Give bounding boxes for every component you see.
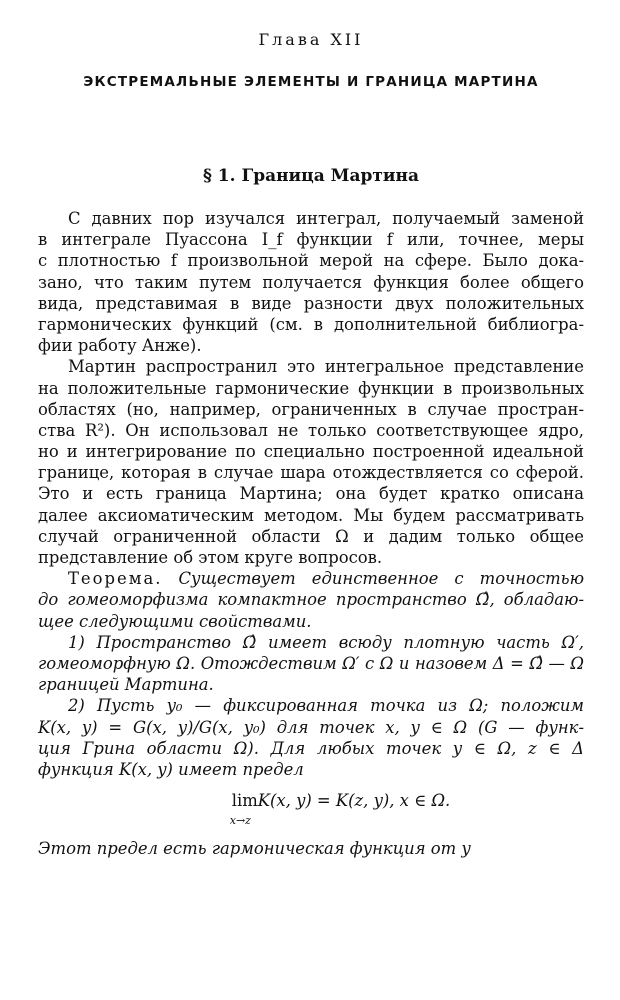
body-text [38,208,584,859]
section-title: § 1. Граница Мартина [203,166,419,186]
text-line: Это и есть граница Мартина; она будет кратко описана [38,484,584,504]
text-line: Мартин распространил это интегральное представление [68,357,584,377]
lim-operator [229,790,258,828]
theorem-text: щее следующими свойствами. [38,611,312,631]
formula-expression: K(x, y) = K(z, y), x ∈ Ω. [257,791,451,811]
item-2-line: ция Грина области Ω). Для любых точек y ∈ Ω, z ∈ Δ [38,738,584,758]
text-line: на положительные гармонические функции в произвольных [38,378,584,398]
text-line: областях (но, например, ограниченных в случае простран- [38,399,584,419]
text-line: в интеграле Пуассона I_f функции f или, точнее, меры [38,230,584,250]
item-1-line: гомеоморфную Ω. Отождествим Ω′ с Ω и назовем Δ = Ω̂ — Ω [38,653,584,673]
text-line: фии работу Анже). [38,336,202,356]
theorem-line [38,568,584,589]
text-line: зано, что таким путем получается функция более общего [38,272,584,292]
chapter-heading: Глава XII [258,30,364,49]
text-line: ства R²). Он использовал не только соответствующее ядро, [38,420,584,440]
text-line: представление об этом круге вопросов. [38,548,383,567]
theorem-text: Существует единственное с точностью [178,569,584,589]
final-line: Этот предел есть гармоническая функция от y [38,839,471,859]
text-line: далее аксиоматическим методом. Мы будем рассматривать [38,505,584,525]
text-line: границе, которая в случае шара отождествляется со сферой. [38,463,584,483]
limit-formula [98,790,584,828]
text-line: С давних пор изучался интеграл, получаемый заменой [68,209,584,228]
item-1-line: границей Мартина. [38,675,214,695]
chapter-title: ЭКСТРЕМАЛЬНЫЕ ЭЛЕМЕНТЫ И ГРАНИЦА МАРТИНА [83,74,539,90]
item-1-line: 1) Пространство Ω̂ имеет всюду плотную часть Ω′, [68,632,584,652]
text-line: с плотностью f произвольной мерой на сфере. Было дока- [38,251,584,271]
theorem-text: до гомеоморфизма компактное пространство Ω̂, обладаю- [38,590,584,610]
lim-subscript: x→z [229,814,251,828]
text-line: но и интегрирование по специально построенной идеальной [38,442,584,462]
theorem-label: Теорема. [68,569,163,589]
text-line: гармонических функций (см. в дополнительной библиогра- [38,314,584,334]
text-line: вида, представимая в виде разности двух положительных [38,293,584,313]
page [38,30,584,859]
item-2-line: 2) Пусть y₀ — фиксированная точка из Ω; положим [68,696,584,716]
item-2-line: K(x, y) = G(x, y)/G(x, y₀) для точек x, y ∈ Ω (G — функ- [38,717,584,737]
lim-text: lim [231,791,258,811]
item-2-line: функция K(x, y) имеет предел [38,759,304,779]
text-line: случай ограниченной области Ω и дадим только общее [38,526,584,546]
